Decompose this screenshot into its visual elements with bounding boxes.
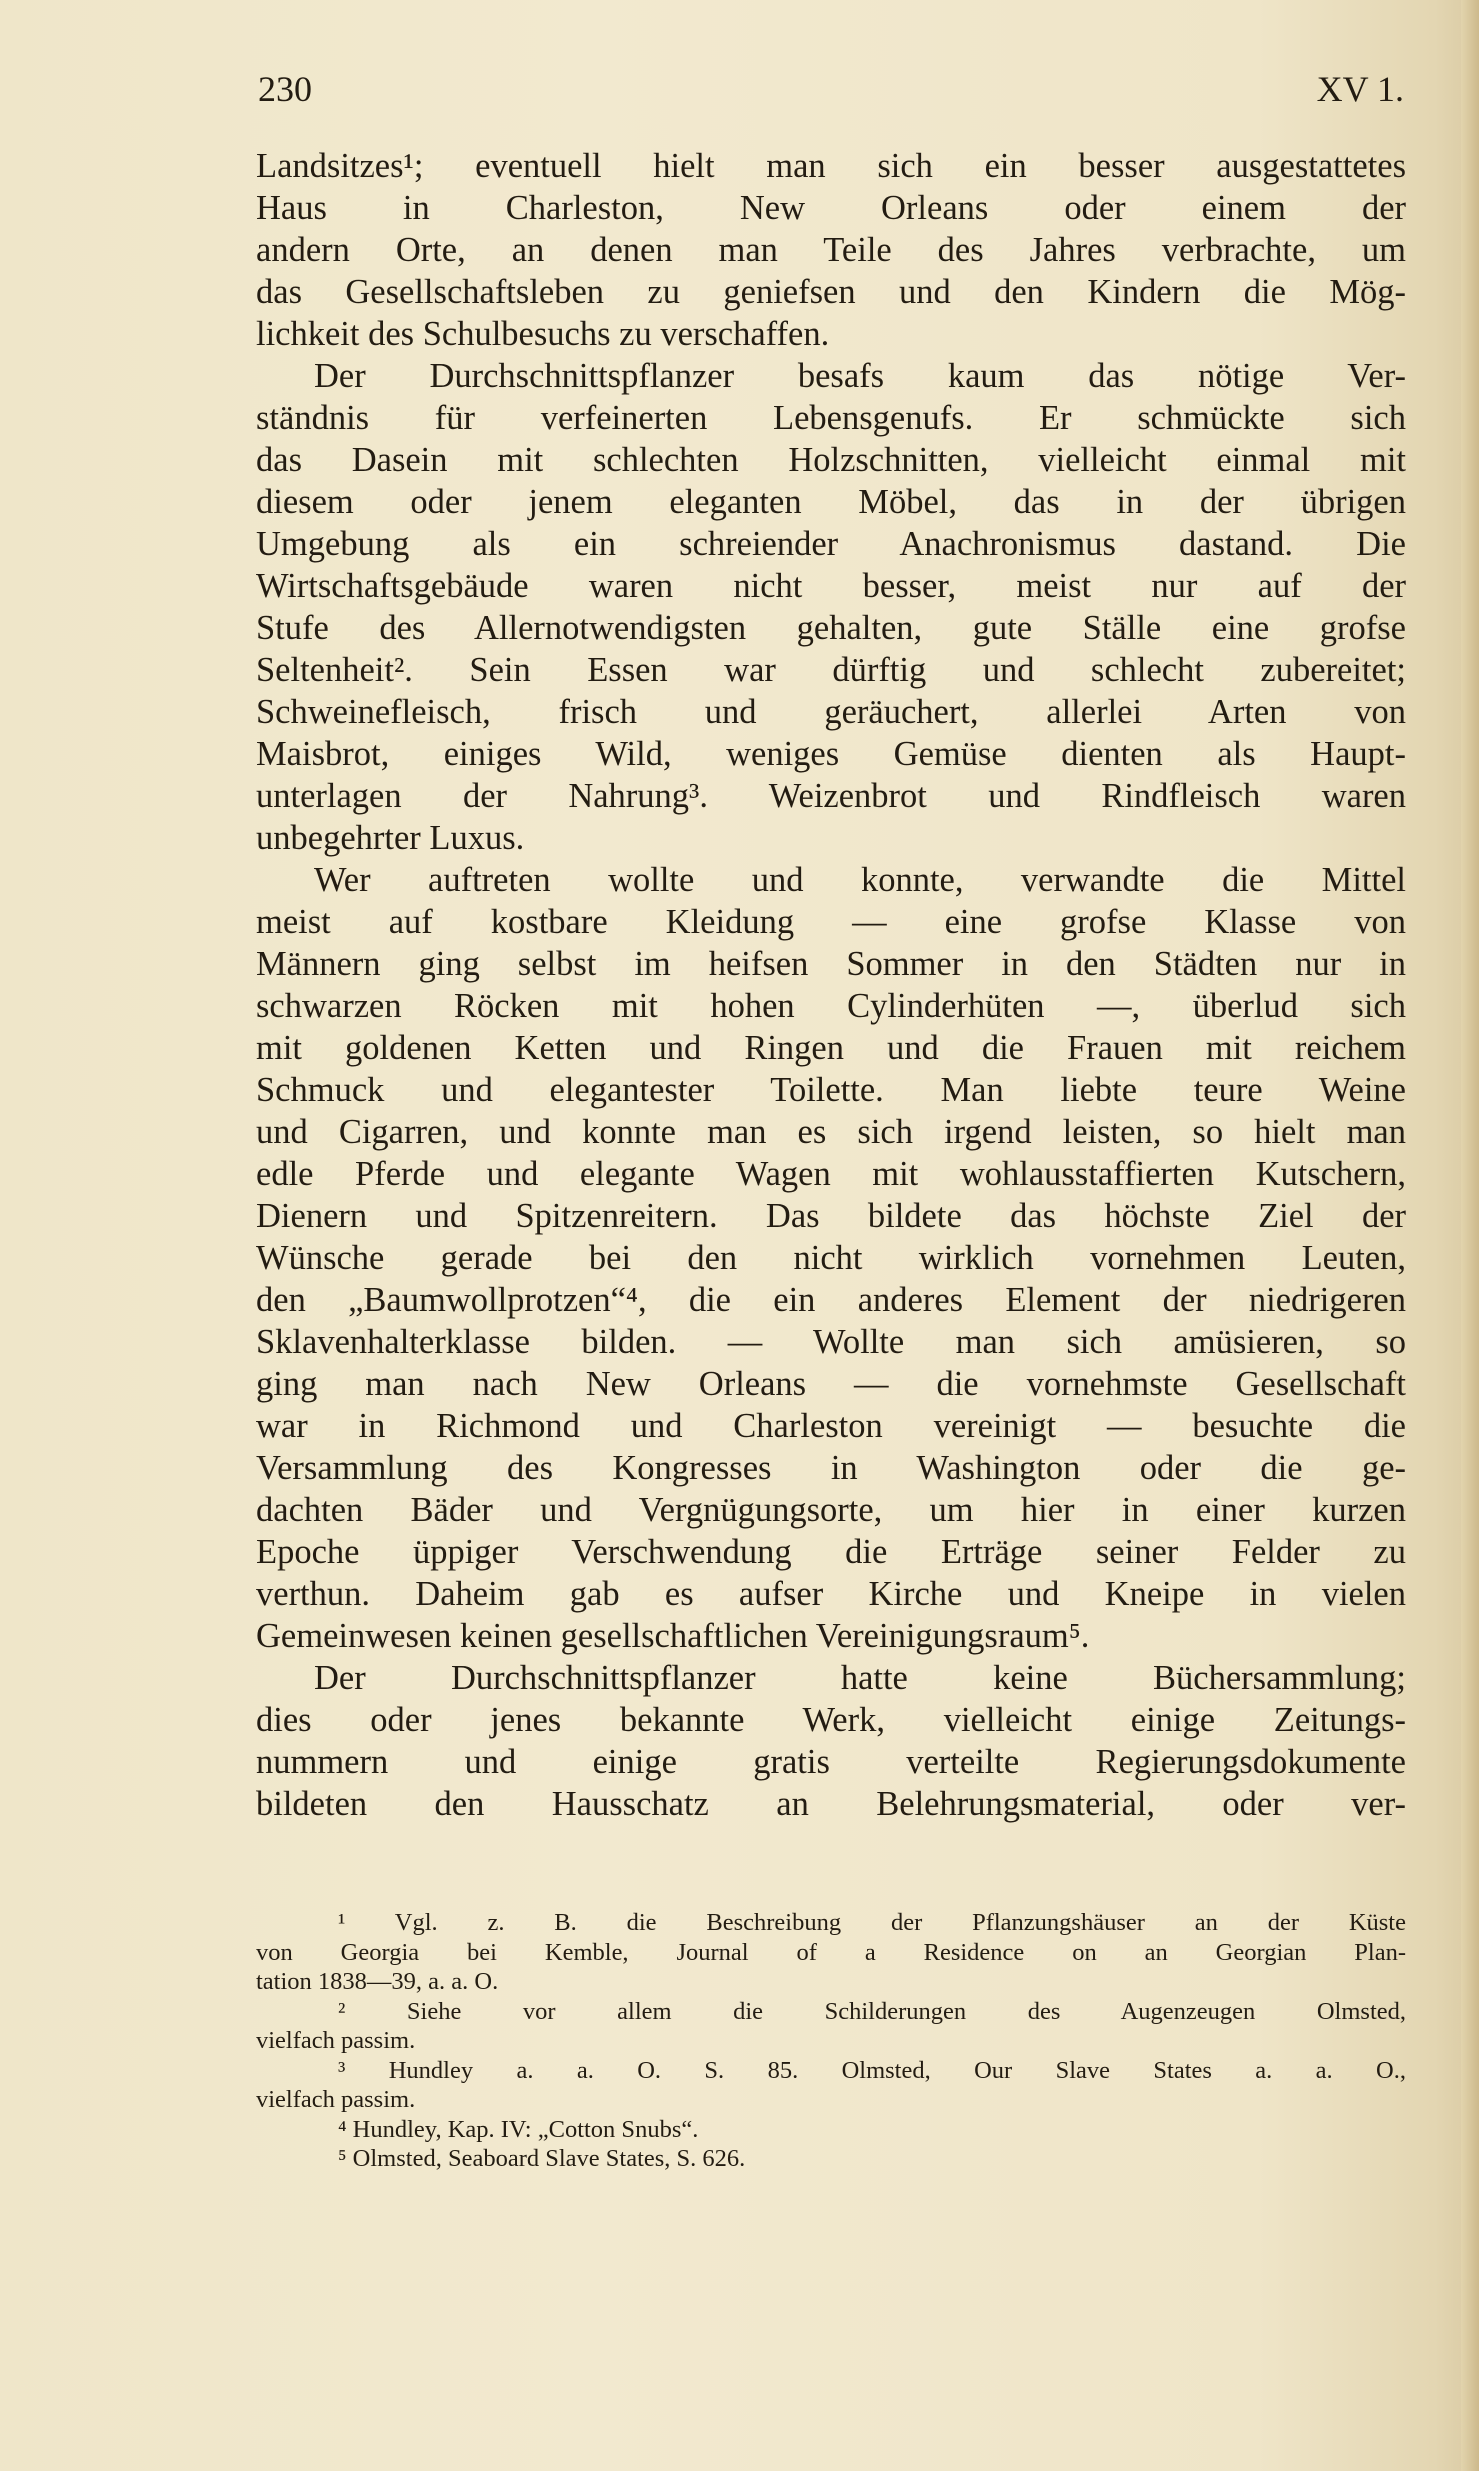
footnote-line: tation 1838—39, a. a. O. [256,1968,499,1995]
text-line: das Dasein mit schlechten Holzschnitten, vielleicht einmal mit [256,441,1406,479]
footnote-line: ¹ Vgl. z. B. die Beschreibung der Pflanzungshäuser an der Küste [338,1909,1406,1936]
text-line: Haus in Charleston, New Orleans oder einem der [256,189,1406,227]
text-line: andern Orte, an denen man Teile des Jahres verbrachte, um [256,231,1406,269]
text-line: lichkeit des Schulbesuchs zu verschaffen. [256,315,830,353]
text-line: Gemeinwesen keinen gesellschaftlichen Vereinigungsraum⁵. [256,1617,1090,1655]
text-line: und Cigarren, und konnte man es sich irgend leisten, so hielt man [256,1113,1406,1151]
text-line: mit goldenen Ketten und Ringen und die Frauen mit reichem [256,1029,1406,1067]
footnote-line: ⁴ Hundley, Kap. IV: „Cotton Snubs“. [338,2115,699,2143]
running-head: XV 1. [1316,69,1404,109]
text-line: war in Richmond und Charleston vereinigt — besuchte die [256,1407,1406,1445]
text-line: ständnis für verfeinerten Lebensgenufs. Er schmückte sich [256,399,1406,437]
text-line: verthun. Daheim gab es aufser Kirche und Kneipe in vielen [256,1575,1406,1613]
text-line: Männern ging selbst im heifsen Sommer in den Städten nur in [256,945,1406,983]
text-line: Sklavenhalterklasse bilden. — Wollte man sich amüsieren, so [256,1323,1406,1361]
text-line: dachten Bäder und Vergnügungsorte, um hier in einer kurzen [256,1491,1406,1529]
text-line: Wer auftreten wollte und konnte, verwandte die Mittel [314,861,1406,899]
text-line: ging man nach New Orleans — die vornehmste Gesellschaft [256,1365,1406,1403]
text-line: Schweinefleisch, frisch und geräuchert, allerlei Arten von [256,693,1406,731]
text-line: Landsitzes¹; eventuell hielt man sich ein besser ausgestattetes [256,147,1406,185]
footnote-line: ³ Hundley a. a. O. S. 85. Olmsted, Our Slave States a. a. O., [338,2056,1406,2084]
text-line: Seltenheit². Sein Essen war dürftig und schlecht zubereitet; [256,651,1406,689]
footnotes [256,1908,1406,2174]
text-line: Epoche üppiger Verschwendung die Erträge seiner Felder zu [256,1533,1406,1571]
text-line: Wünsche gerade bei den nicht wirklich vornehmen Leuten, [256,1239,1406,1277]
text-line: Schmuck und elegantester Toilette. Man liebte teure Weine [256,1071,1406,1109]
text-line: edle Pferde und elegante Wagen mit wohlausstaffierten Kutschern, [256,1155,1406,1193]
footnote-line: von Georgia bei Kemble, Journal of a Residence on an Georgian Plan- [256,1938,1406,1966]
text-line: meist auf kostbare Kleidung — eine grofse Klasse von [256,903,1406,941]
text-line: bildeten den Hausschatz an Belehrungsmaterial, oder ver- [256,1785,1406,1823]
text-line: Der Durchschnittspflanzer hatte keine Büchersammlung; [314,1659,1406,1697]
page-header [258,68,1404,118]
footnote-line: ² Siehe vor allem die Schilderungen des Augenzeugen Olmsted, [338,1997,1406,2025]
text-line: Maisbrot, einiges Wild, weniges Gemüse dienten als Haupt- [256,735,1406,773]
text-line: Stufe des Allernotwendigsten gehalten, gute Ställe eine grofse [256,609,1406,647]
footnote-line: vielfach passim. [256,2086,416,2113]
page-number: 230 [258,69,312,109]
footnote-line: ⁵ Olmsted, Seaboard Slave States, S. 626. [338,2145,746,2172]
text-line: Der Durchschnittspflanzer besafs kaum das nötige Ver- [314,357,1406,395]
text-line: nummern und einige gratis verteilte Regierungsdokumente [256,1743,1406,1781]
text-line: das Gesellschaftsleben zu geniefsen und den Kindern die Mög- [256,273,1406,311]
page-edge-shadow [1461,0,1479,2471]
text-line: unbegehrter Luxus. [256,819,525,857]
text-line: Dienern und Spitzenreitern. Das bildete das höchste Ziel der [256,1197,1406,1235]
footnote-line: vielfach passim. [256,2027,416,2054]
text-line: dies oder jenes bekannte Werk, vielleicht einige Zeitungs- [256,1701,1406,1739]
text-line: schwarzen Röcken mit hohen Cylinderhüten —, überlud sich [256,987,1406,1025]
text-line: Umgebung als ein schreiender Anachronismus dastand. Die [256,525,1406,563]
text-line: Wirtschaftsgebäude waren nicht besser, meist nur auf der [256,567,1406,605]
text-line: Versammlung des Kongresses in Washington oder die ge- [256,1449,1406,1487]
text-line: unterlagen der Nahrung³. Weizenbrot und Rindfleisch waren [256,777,1406,815]
body-text [256,145,1406,1825]
text-line: diesem oder jenem eleganten Möbel, das in der übrigen [256,483,1406,521]
text-line: den „Baumwollprotzen“⁴, die ein anderes Element der niedrigeren [256,1281,1406,1319]
